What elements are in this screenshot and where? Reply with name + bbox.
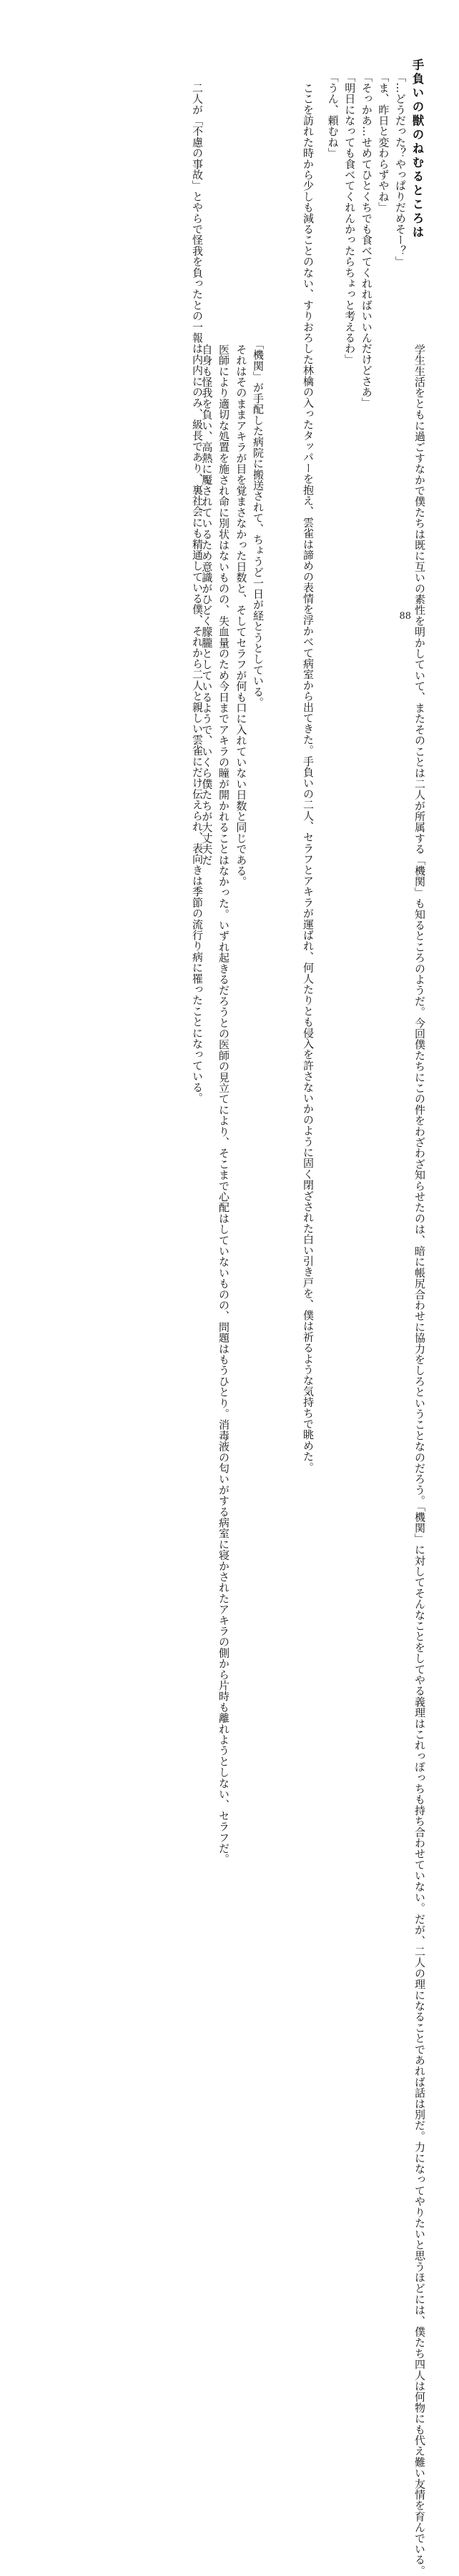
dialogue-block: 「…どうだった？やっぱりだめそー？」 「ま、昨日と変わらずやね」 「そっかあ…せめてひとくちでも食べてくれればいいんだけどさあ」 「明日になっても食べてくれんかったらちょっと考えるわ」 「うん、頼むね」 [326, 71, 407, 409]
chapter-title: 手負いの獣のねむるところは [410, 59, 424, 240]
page-number: 88 [399, 611, 411, 622]
paragraph-student-life: 学生生活をともに過ごすなかで僕たちは既に互いの素性を明かしていて、またそのことは二人が所属する「機関」も知るところのようだ。今回僕たちにこの件をわざわざ知らせたのは、暗に帳尻合わせに協力をしろということなのだろう。「機関」に対してそんなことをしてやる義理はこれっぽっちも持ち合わせていない。だが、二人の理になることであれば話は別だ。力になってやりたいと思うほどには、僕たち四人は何物にも代え難い友情を育んでいる。 [413, 333, 426, 2576]
paragraph-hospital-visit: ここを訪れた時から少しも減ることのない、すりおろした林檎の入ったタッパーを抱え、雲雀は諦めの表情を浮かべて病室から出てきた。手負いの二人、セラフとアキラが運ばれ、何人たりとも侵入を許さないかのように固く閉ざされた白い引き戸を、僕は祈るような気持ちで眺めた。 [302, 71, 315, 1473]
paragraph-doctor-treatment: 医師により適切な処置を施され命に別状はないものの、失血量のため今日までアキラの瞳が開かれることはなかった。いずれ起きるだろうとの医師の見立てにより、そこまで心配はしていないものの、問題はもうひとり。消毒液の匂いがする病室に寝かされたアキラの側から片時も離れようとしない、セラフだ。 自身も怪我を負い、高熱に魘されているため意識がひどく朦朧としているようで、いくら僕たちが大丈夫だ [200, 344, 230, 1865]
paragraph-accident-report: 二人が「不慮の事故」とやらで怪我を負ったとの一報は内内にのみ、級長であり、裏社会にも精通している僕、それから二人と親しい雲雀にだけ伝えられ、表向きは季節の流行り病に罹ったことになっている。 [191, 71, 204, 1103]
paragraph-one-day-passed: 「機関」が手配した病院に搬送されて、ちょうど一日が経とうとしている。 それはそのままアキラが目を覚まさなかった日数と、そしてセラフが何も口に入れていない日数と同じである。 [235, 344, 265, 887]
